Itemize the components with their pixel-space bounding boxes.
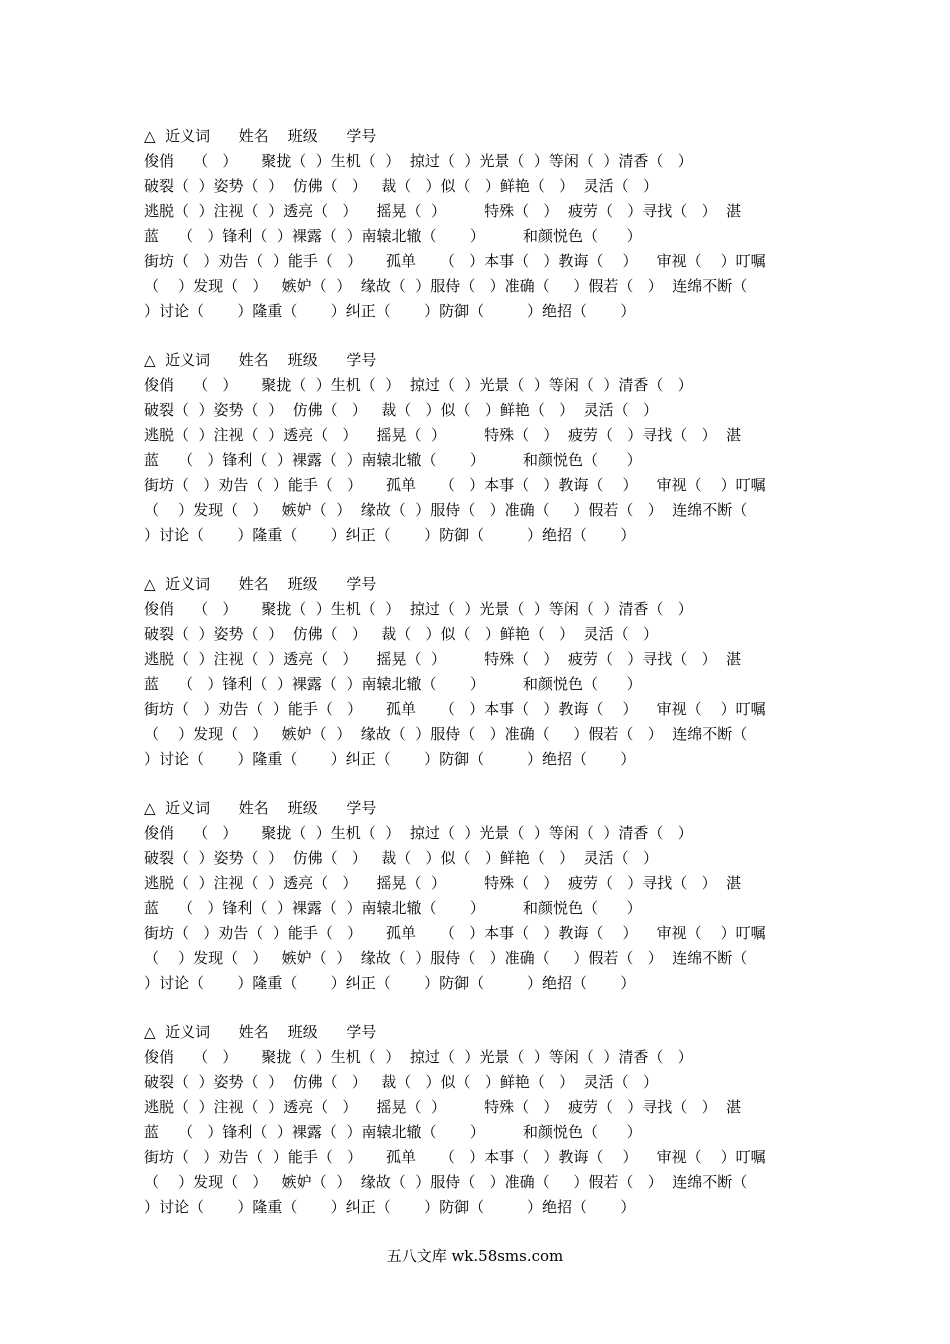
worksheet-line-6: （ ）发现（ ） 嫉妒（ ） 缘故（ ）服侍（ ）准确（ ）假若（ ） 连绵不断（ bbox=[144, 949, 748, 967]
worksheet-line-3: 逃脱（ ）注视（ ）透亮（ ） 摇晃（ ） 特殊（ ） 疲劳（ ）寻找（ ） 湛 bbox=[144, 650, 742, 668]
worksheet-line-4: 蓝 （ ）锋利（ ）裸露（ ）南辕北辙（ ） 和颜悦色（ ） bbox=[144, 1123, 642, 1141]
worksheet-line-5: 街坊（ ）劝告（ ）能手（ ） 孤单 （ ）本事（ ）教诲（ ） 审视（ ）叮嘱 bbox=[144, 700, 766, 718]
worksheet-line-4: 蓝 （ ）锋利（ ）裸露（ ）南辕北辙（ ） 和颜悦色（ ） bbox=[144, 227, 642, 245]
worksheet-line-6: （ ）发现（ ） 嫉妒（ ） 缘故（ ）服侍（ ）准确（ ）假若（ ） 连绵不断（ bbox=[144, 277, 748, 295]
worksheet-line-5: 街坊（ ）劝告（ ）能手（ ） 孤单 （ ）本事（ ）教诲（ ） 审视（ ）叮嘱 bbox=[144, 924, 766, 942]
worksheet-line-4: 蓝 （ ）锋利（ ）裸露（ ）南辕北辙（ ） 和颜悦色（ ） bbox=[144, 451, 642, 469]
worksheet-line-1: 俊俏 （ ） 聚拢（ ）生机（ ） 掠过（ ）光景（ ）等闲（ ）清香（ ） bbox=[144, 376, 693, 394]
worksheet-line-7: ）讨论（ ）隆重（ ）纠正（ ）防御（ ）绝招（ ） bbox=[144, 750, 636, 768]
worksheet-line-3: 逃脱（ ）注视（ ）透亮（ ） 摇晃（ ） 特殊（ ） 疲劳（ ）寻找（ ） 湛 bbox=[144, 202, 742, 220]
worksheet-header: △ 近义词 姓名 班级 学号 bbox=[144, 351, 377, 369]
worksheet-line-2: 破裂（ ）姿势（ ） 仿佛（ ） 裁（ ）似（ ）鲜艳（ ） 灵活（ ） bbox=[144, 849, 658, 867]
worksheet-line-3: 逃脱（ ）注视（ ）透亮（ ） 摇晃（ ） 特殊（ ） 疲劳（ ）寻找（ ） 湛 bbox=[144, 426, 742, 444]
worksheet-line-6: （ ）发现（ ） 嫉妒（ ） 缘故（ ）服侍（ ）准确（ ）假若（ ） 连绵不断（ bbox=[144, 1173, 748, 1191]
worksheet-line-4: 蓝 （ ）锋利（ ）裸露（ ）南辕北辙（ ） 和颜悦色（ ） bbox=[144, 899, 642, 917]
worksheet-block-3 bbox=[144, 572, 809, 772]
worksheet-line-6: （ ）发现（ ） 嫉妒（ ） 缘故（ ）服侍（ ）准确（ ）假若（ ） 连绵不断（ bbox=[144, 501, 748, 519]
worksheet-line-6: （ ）发现（ ） 嫉妒（ ） 缘故（ ）服侍（ ）准确（ ）假若（ ） 连绵不断（ bbox=[144, 725, 748, 743]
worksheet-line-2: 破裂（ ）姿势（ ） 仿佛（ ） 裁（ ）似（ ）鲜艳（ ） 灵活（ ） bbox=[144, 177, 658, 195]
worksheet-block-5 bbox=[144, 1020, 809, 1220]
worksheet-line-2: 破裂（ ）姿势（ ） 仿佛（ ） 裁（ ）似（ ）鲜艳（ ） 灵活（ ） bbox=[144, 1073, 658, 1091]
worksheet-line-1: 俊俏 （ ） 聚拢（ ）生机（ ） 掠过（ ）光景（ ）等闲（ ）清香（ ） bbox=[144, 600, 693, 618]
worksheet-line-5: 街坊（ ）劝告（ ）能手（ ） 孤单 （ ）本事（ ）教诲（ ） 审视（ ）叮嘱 bbox=[144, 1148, 766, 1166]
worksheet-line-3: 逃脱（ ）注视（ ）透亮（ ） 摇晃（ ） 特殊（ ） 疲劳（ ）寻找（ ） 湛 bbox=[144, 874, 742, 892]
worksheet-line-7: ）讨论（ ）隆重（ ）纠正（ ）防御（ ）绝招（ ） bbox=[144, 526, 636, 544]
worksheet-line-4: 蓝 （ ）锋利（ ）裸露（ ）南辕北辙（ ） 和颜悦色（ ） bbox=[144, 675, 642, 693]
worksheet-line-7: ）讨论（ ）隆重（ ）纠正（ ）防御（ ）绝招（ ） bbox=[144, 974, 636, 992]
worksheet-block-1 bbox=[144, 124, 809, 324]
worksheet-header: △ 近义词 姓名 班级 学号 bbox=[144, 799, 377, 817]
worksheet-block-4 bbox=[144, 796, 809, 996]
worksheet-line-1: 俊俏 （ ） 聚拢（ ）生机（ ） 掠过（ ）光景（ ）等闲（ ）清香（ ） bbox=[144, 1048, 693, 1066]
worksheet-line-1: 俊俏 （ ） 聚拢（ ）生机（ ） 掠过（ ）光景（ ）等闲（ ）清香（ ） bbox=[144, 152, 693, 170]
worksheet-line-2: 破裂（ ）姿势（ ） 仿佛（ ） 裁（ ）似（ ）鲜艳（ ） 灵活（ ） bbox=[144, 401, 658, 419]
worksheet-line-3: 逃脱（ ）注视（ ）透亮（ ） 摇晃（ ） 特殊（ ） 疲劳（ ）寻找（ ） 湛 bbox=[144, 1098, 742, 1116]
worksheet-header: △ 近义词 姓名 班级 学号 bbox=[144, 1023, 377, 1041]
page-footer: 五八文库 wk.58sms.com bbox=[386, 1247, 564, 1265]
worksheet-line-5: 街坊（ ）劝告（ ）能手（ ） 孤单 （ ）本事（ ）教诲（ ） 审视（ ）叮嘱 bbox=[144, 476, 766, 494]
worksheet-header: △ 近义词 姓名 班级 学号 bbox=[144, 575, 377, 593]
worksheet-line-5: 街坊（ ）劝告（ ）能手（ ） 孤单 （ ）本事（ ）教诲（ ） 审视（ ）叮嘱 bbox=[144, 252, 766, 270]
worksheet-line-1: 俊俏 （ ） 聚拢（ ）生机（ ） 掠过（ ）光景（ ）等闲（ ）清香（ ） bbox=[144, 824, 693, 842]
worksheet-header: △ 近义词 姓名 班级 学号 bbox=[144, 127, 377, 145]
worksheet-line-2: 破裂（ ）姿势（ ） 仿佛（ ） 裁（ ）似（ ）鲜艳（ ） 灵活（ ） bbox=[144, 625, 658, 643]
worksheet-line-7: ）讨论（ ）隆重（ ）纠正（ ）防御（ ）绝招（ ） bbox=[144, 302, 636, 320]
worksheet-block-2 bbox=[144, 348, 809, 548]
worksheet-line-7: ）讨论（ ）隆重（ ）纠正（ ）防御（ ）绝招（ ） bbox=[144, 1198, 636, 1216]
